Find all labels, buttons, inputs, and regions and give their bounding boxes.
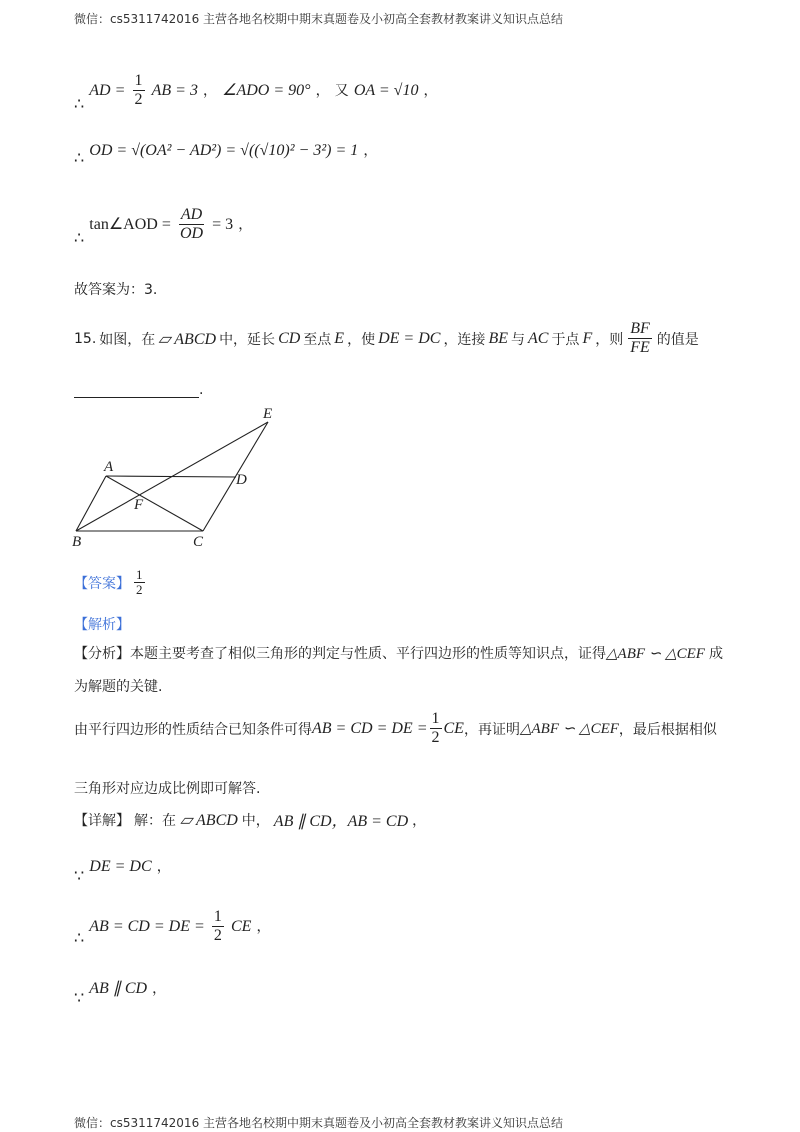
answer-label: 【答案】 [74,575,130,592]
therefore-symbol: ∴ [74,230,85,247]
previous-answer: 故答案为：3. [74,282,158,298]
because-symbol: ∵ [74,990,85,1007]
label-d: D [236,472,247,488]
method-line-2: 三角形对应边成比例即可解答. [74,781,261,797]
analysis-label: 【解析】 [74,617,130,633]
question-15: 15. 如图，在 ▱ ABCD 中，延长 CD 至点 E ，使 DE = DC ，连接 BE 与 AC 于点 F ，则 $\frac{BF}{FE}$ 的值是 [74,320,699,356]
detail-line-3: ∴ AB = CD = DE = $\frac{1}{2}$ CE ， [74,908,271,947]
label-a: A [104,459,114,475]
blank-line [74,396,199,398]
label-f: F [134,497,144,513]
segment-ac [106,476,203,531]
therefore-symbol: ∴ [74,150,85,167]
fenxi-line-2: 为解题的关键. [74,679,163,695]
solution-line-3: ∴ tan∠AOD = $\frac{AD}{OD}$ = 3 ， [74,206,253,247]
question-number: 15. [74,330,97,347]
detail-line-2: ∵ DE = DC ， [74,858,171,885]
label-c: C [193,534,204,550]
therefore-symbol: ∴ [74,930,85,947]
parallelogram-figure [60,400,290,560]
answer-section: 【答案】 $\frac{1}{2}$ [74,567,143,597]
therefore-symbol: ∴ [74,96,85,113]
label-e: E [263,406,273,422]
solution-line-2: ∴ OD = √(OA² − AD²) = √((√10)² − 3²) = 1 ， [74,142,378,167]
method-line-1: 由平行四边形的性质结合已知条件可得 AB = CD = DE = $\frac{1}{2}$ CE ，再证明 △ABF ∽ △CEF ，最后根据相似 [74,710,717,746]
detail-line-1: 【详解】 解：在 ▱ ABCD 中， AB ∥ CD，AB = CD ， [74,811,427,830]
page-header: 微信：cs5311742016 主营各地名校期中期末真题卷及小初高全套教材教案讲义知识点总结 [74,12,564,26]
page-footer: 微信：cs5311742016 主营各地名校期中期末真题卷及小初高全套教材教案讲义知识点总结 [74,1116,564,1130]
solution-line-1: ∴ AD = $\frac{1}{2}$ AB = 3 ， ∠ADO = 90° ， 又 OA = √10 ， [74,72,438,113]
label-b: B [72,534,82,550]
fenxi-line-1: 【分析】 本题主要考查了相似三角形的判定与性质、平行四边形的性质等知识点，证得 △ABF ∽ △CEF 成 [74,645,723,662]
answer-blank: . [74,382,203,398]
detail-line-4: ∵ AB ∥ CD ， [74,980,167,1007]
because-symbol: ∵ [74,868,85,885]
